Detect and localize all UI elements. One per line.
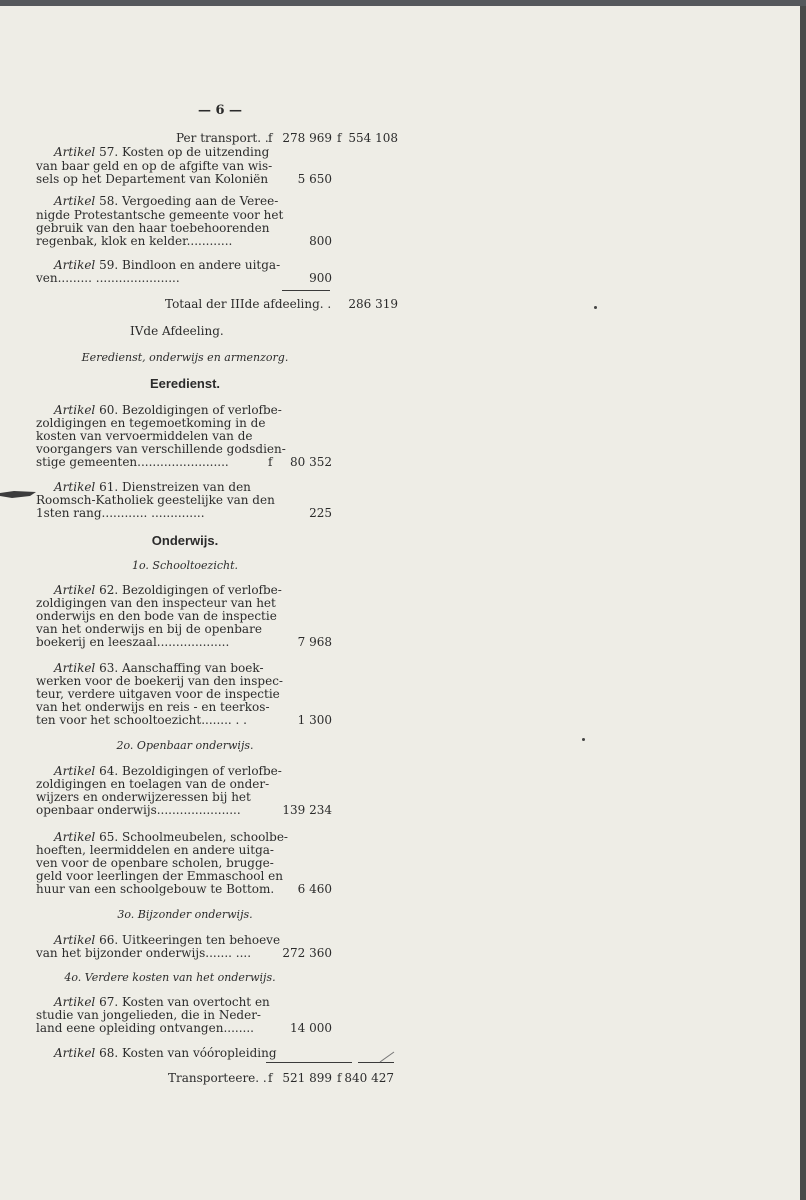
total-iii-label: Totaal der IIIde afdeeling. . bbox=[165, 297, 332, 311]
article-amount: 14 000 bbox=[290, 1021, 332, 1035]
article-text-line: 60. Bezoldigingen of verlofbe- bbox=[95, 403, 282, 417]
article-text-line: boekerij en leeszaal................... bbox=[36, 635, 230, 649]
onderwijs-heading: Onderwijs. bbox=[151, 533, 219, 548]
article-text-line: regenbak, klok en kelder............ bbox=[36, 234, 233, 248]
article-text-line: ven voor de openbare scholen, brugge- bbox=[36, 856, 274, 870]
article-text-line: 59. Bindloon en andere uitga- bbox=[95, 258, 281, 272]
article-ref: Artikel bbox=[54, 403, 96, 417]
subsection-bijzonder-onderwijs: 3o. Bijzonder onderwijs. bbox=[117, 908, 253, 921]
eeredienst-heading: Eeredienst. bbox=[149, 376, 221, 391]
article-amount: 7 968 bbox=[297, 635, 332, 649]
article-ref: Artikel bbox=[54, 194, 96, 208]
ink-speck bbox=[582, 738, 585, 741]
transport-f2: f bbox=[337, 131, 342, 145]
transporteere-amount-2: 840 427 bbox=[344, 1071, 394, 1085]
article-amount: 1 300 bbox=[297, 713, 332, 727]
article-amount: 272 360 bbox=[282, 946, 332, 960]
article-text-line: zoldigingen en tegemoetkoming in de bbox=[36, 416, 266, 430]
article-ref: Artikel bbox=[54, 258, 96, 272]
total-iii-amount: 286 319 bbox=[348, 297, 398, 311]
subsection-openbaar-onderwijs: 2o. Openbaar onderwijs. bbox=[116, 739, 254, 752]
article-text-line: van het onderwijs en bij de openbare bbox=[36, 622, 262, 636]
article-ref: Artikel bbox=[54, 583, 96, 597]
article-text-line: voorgangers van verschillende godsdien- bbox=[36, 442, 286, 456]
sum-rule bbox=[266, 1062, 352, 1063]
article-text-line: 66. Uitkeeringen ten behoeve bbox=[95, 933, 281, 947]
article-text-line: geld voor leerlingen der Emmaschool en bbox=[36, 869, 283, 883]
transporteere-label: Transporteere. . bbox=[168, 1071, 267, 1085]
division-iv-heading: IVde Afdeeling. bbox=[130, 324, 224, 338]
article-text-line: 57. Kosten op de uitzending bbox=[95, 145, 270, 159]
article-ref: Artikel bbox=[54, 661, 96, 675]
article-amount: 6 460 bbox=[297, 882, 332, 896]
article-amount: 5 650 bbox=[297, 172, 332, 186]
transporteere-amount-1: 521 899 bbox=[282, 1071, 332, 1085]
article-text-line: land eene opleiding ontvangen........ bbox=[36, 1021, 254, 1035]
article-text-line: Roomsch-Katholiek geestelijke van den bbox=[36, 493, 275, 507]
article-text-line: zoldigingen van den inspecteur van het bbox=[36, 596, 276, 610]
article-text-line: 63. Aanschaffing van boek- bbox=[95, 661, 264, 675]
article-text-line: ten voor het schooltoezicht........ . . bbox=[36, 713, 247, 727]
article-amount: 225 bbox=[309, 506, 332, 520]
subsection-verdere-kosten: 4o. Verdere kosten van het onderwijs. bbox=[64, 971, 276, 984]
article-amount: 80 352 bbox=[290, 455, 332, 469]
transport-amount-2: 554 108 bbox=[348, 131, 398, 145]
article-text-line: 61. Dienstreizen van den bbox=[95, 480, 251, 494]
article-text-line: van het onderwijs en reis - en teerkos- bbox=[36, 700, 270, 714]
article-amount: 800 bbox=[309, 234, 332, 248]
article-text-line: nigde Protestantsche gemeente voor het bbox=[36, 208, 284, 222]
article-ref: Artikel bbox=[54, 764, 96, 778]
article-ref: Artikel bbox=[54, 1046, 96, 1060]
pencil-mark bbox=[378, 1050, 396, 1064]
article-text-line: zoldigingen en toelagen van de onder- bbox=[36, 777, 270, 791]
page-number: — 6 — bbox=[197, 103, 243, 118]
article-text-line: teur, verdere uitgaven voor de inspectie bbox=[36, 687, 280, 701]
transport-amount-1: 278 969 bbox=[282, 131, 332, 145]
sum-rule bbox=[282, 290, 330, 291]
article-text-line: 62. Bezoldigingen of verlofbe- bbox=[95, 583, 282, 597]
article-ref: Artikel bbox=[54, 995, 96, 1009]
article-text-line: openbaar onderwijs...................... bbox=[36, 803, 241, 817]
article-text-line: werken voor de boekerij van den inspec- bbox=[36, 674, 283, 688]
article-text-line: 67. Kosten van overtocht en bbox=[95, 995, 270, 1009]
article-text-line: sels op het Departement van Koloniën bbox=[36, 172, 269, 186]
article-text-line: hoeften, leermiddelen en andere uitga- bbox=[36, 843, 274, 857]
article-amount: 139 234 bbox=[282, 803, 332, 817]
document-page bbox=[0, 6, 806, 1200]
article-amount: 900 bbox=[309, 271, 332, 285]
article-text-line: ven......... ...................... bbox=[36, 271, 180, 285]
article-text-line: studie van jongelieden, die in Neder- bbox=[36, 1008, 261, 1022]
article-text-line: huur van een schoolgebouw te Bottom. bbox=[36, 882, 275, 896]
transport-label: Per transport. . bbox=[176, 131, 269, 145]
transport-f1: f bbox=[268, 131, 273, 145]
article-text-line: stige gemeenten........................ bbox=[36, 455, 229, 469]
ink-speck bbox=[594, 306, 597, 309]
subsection-schooltoezicht: 1o. Schooltoezicht. bbox=[132, 559, 238, 572]
article-ref: Artikel bbox=[54, 830, 96, 844]
article-ref: Artikel bbox=[54, 933, 96, 947]
transporteere-f1: f bbox=[268, 1071, 273, 1085]
article-text-line: van het bijzonder onderwijs....... .... bbox=[36, 946, 252, 960]
paper-tear-mark bbox=[0, 490, 36, 499]
article-text-line: 58. Vergoeding aan de Veree- bbox=[95, 194, 279, 208]
article-text-line: 64. Bezoldigingen of verlofbe- bbox=[95, 764, 282, 778]
article-text-line: 68. Kosten van vóóropleiding bbox=[95, 1046, 277, 1060]
transporteere-f2: f bbox=[337, 1071, 342, 1085]
article-text-line: gebruik van den haar toebehoorenden bbox=[36, 221, 270, 235]
article-text-line: 65. Schoolmeubelen, schoolbe- bbox=[95, 830, 288, 844]
article-ref: Artikel bbox=[54, 480, 96, 494]
article-text-line: kosten van vervoermiddelen van de bbox=[36, 429, 253, 443]
article-ref: Artikel bbox=[54, 145, 96, 159]
division-iv-subtitle: Eeredienst, onderwijs en armenzorg. bbox=[81, 351, 289, 364]
article-text-line: wijzers en onderwijzeressen bij het bbox=[36, 790, 251, 804]
article-currency: f bbox=[268, 455, 273, 469]
article-text-line: onderwijs en den bode van de inspectie bbox=[36, 609, 277, 623]
article-text-line: van baar geld en op de afgifte van wis- bbox=[36, 159, 273, 173]
article-text-line: 1sten rang............ .............. bbox=[36, 506, 205, 520]
